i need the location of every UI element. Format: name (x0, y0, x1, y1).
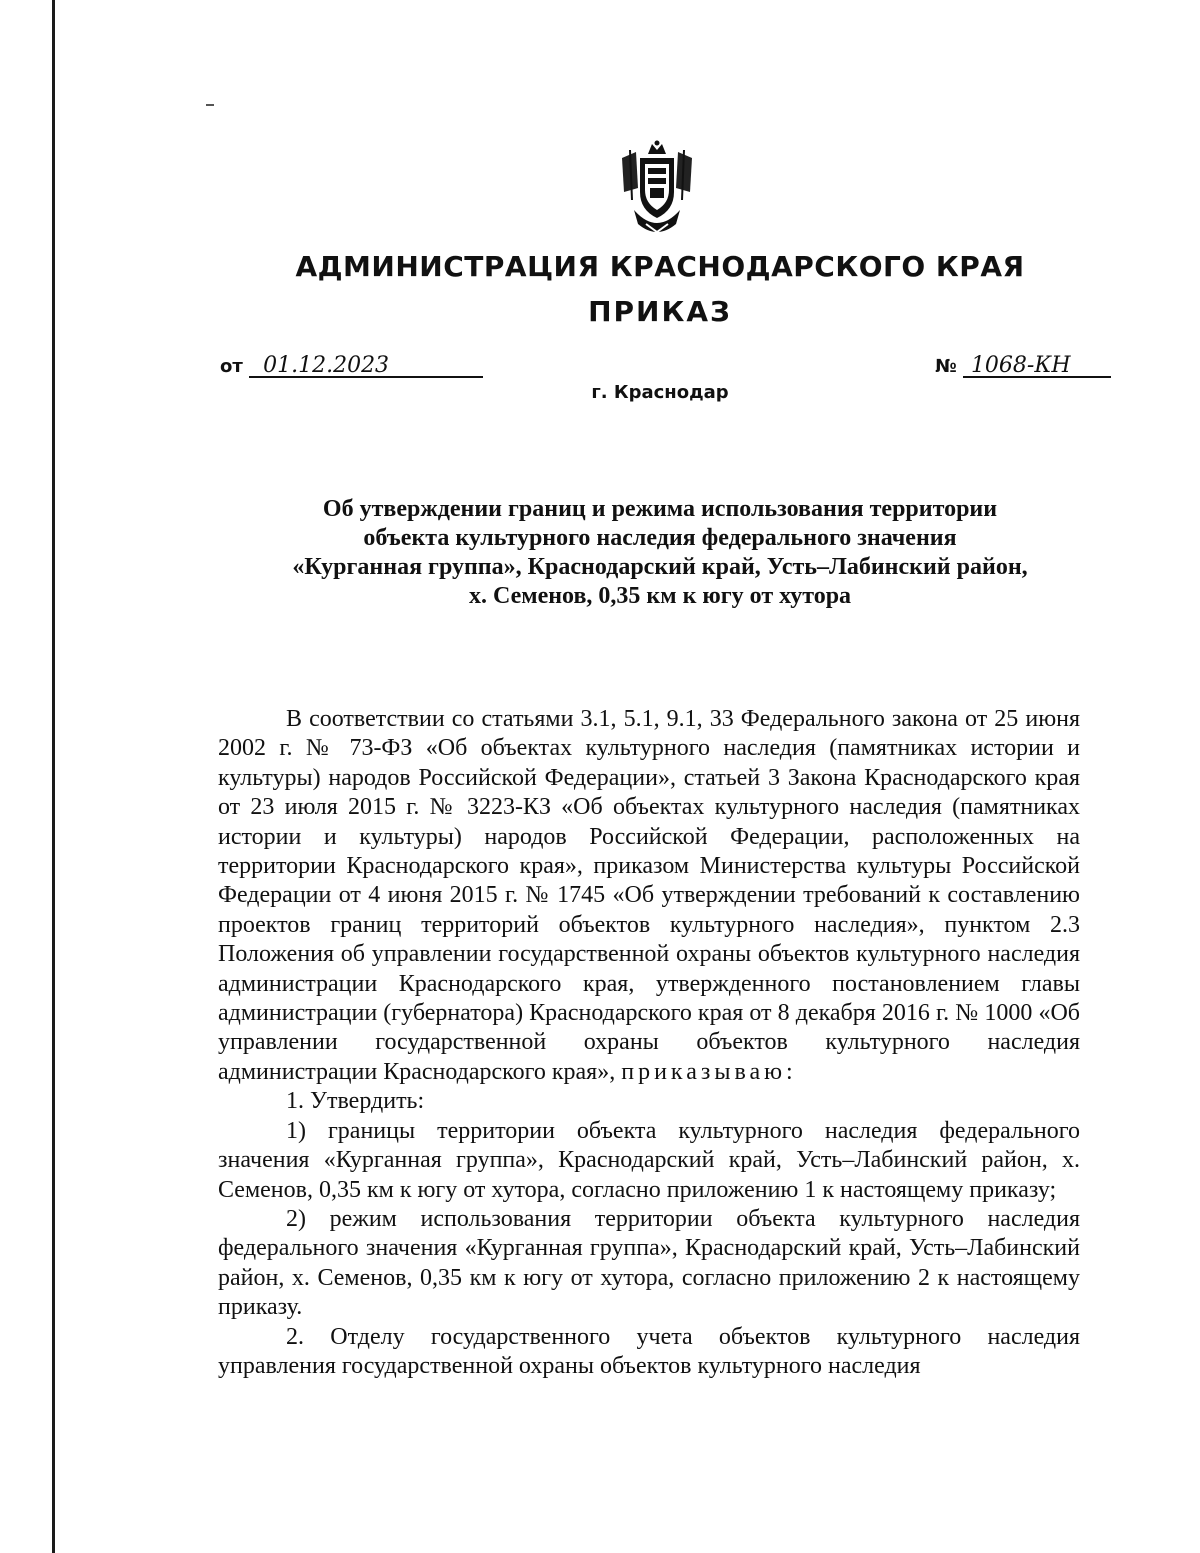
paragraph-subitem-2: 2) режим использования территории объекта культурного наследия федерального значения «Курганная группа», Краснодарский край, Усть–Лабинский район, х. Семенов, 0,35 км к югу от хутора, согласно приложению 2 к настоящему приказу. (218, 1205, 1080, 1321)
title-line: объекта культурного наследия федерального значения (363, 525, 957, 551)
number-prefix: № (935, 356, 957, 377)
organization-name: АДМИНИСТРАЦИЯ КРАСНОДАРСКОГО КРАЯ (295, 250, 1025, 283)
paragraph-item-1: 1. Утвердить: (286, 1088, 425, 1115)
title-line: Об утверждении границ и режима использования территории (322, 496, 998, 522)
handwritten-date: 01.12.2023 (249, 356, 483, 378)
paragraph-preamble (218, 705, 1080, 1087)
document-type: ПРИКАЗ (588, 295, 732, 328)
date-prefix: от (220, 356, 243, 377)
scan-speck (206, 104, 214, 106)
document-title (220, 495, 1100, 611)
order-word: приказываю: (621, 1058, 797, 1085)
scan-edge (52, 0, 55, 1553)
document-body (218, 705, 1080, 1381)
number-line (935, 353, 1111, 378)
title-line: «Курганная группа», Краснодарский край, Усть–Лабинский район, (292, 554, 1028, 580)
paragraph-item-2: 2. Отделу государственного учета объектов культурного наследия управления государственной охраны объектов культурного наследия (218, 1323, 1080, 1379)
date-line (220, 353, 483, 378)
paragraph-subitem-1: 1) границы территории объекта культурного наследия федерального значения «Курганная группа», Краснодарский край, Усть–Лабинский район, х. Семенов, 0,35 км к югу от хутора, согласно приложению 1 к настоящему приказу; (218, 1117, 1080, 1203)
title-line: х. Семенов, 0,35 км к югу от хутора (468, 583, 852, 609)
krasnodar-coat-of-arms-icon (612, 140, 702, 240)
city: г. Краснодар (591, 382, 729, 403)
handwritten-number: 1068-КН (963, 356, 1111, 378)
preamble-text: В соответствии со статьями 3.1, 5.1, 9.1, 33 Федерального закона от 25 июня 2002 г. № 73-ФЗ «Об объектах культурного наследия (памятниках истории и культуры) народов Российской Федерации», статьей 3 Закона Краснодарского края от 23 июля 2015 г. № 3223-КЗ «Об объектах культурного наследия (памятниках истории и культуры) народов Российской Федерации, расположенных на территории Краснодарского края», приказом Министерства культуры Российской Федерации от 4 июня 2015 г. № 1745 «Об утверждении требований к составлению проектов границ территорий объектов культурного наследия», пунктом 2.3 Положения об управлении государственной охраны объектов культурного наследия администрации Краснодарского края, утвержденного постановлением главы администрации (губернатора) Краснодарского края от 8 декабря 2016 г. № 1000 «Об управлении государственной охраны объектов культурного наследия администрации Краснодарского края», (218, 706, 1080, 1085)
